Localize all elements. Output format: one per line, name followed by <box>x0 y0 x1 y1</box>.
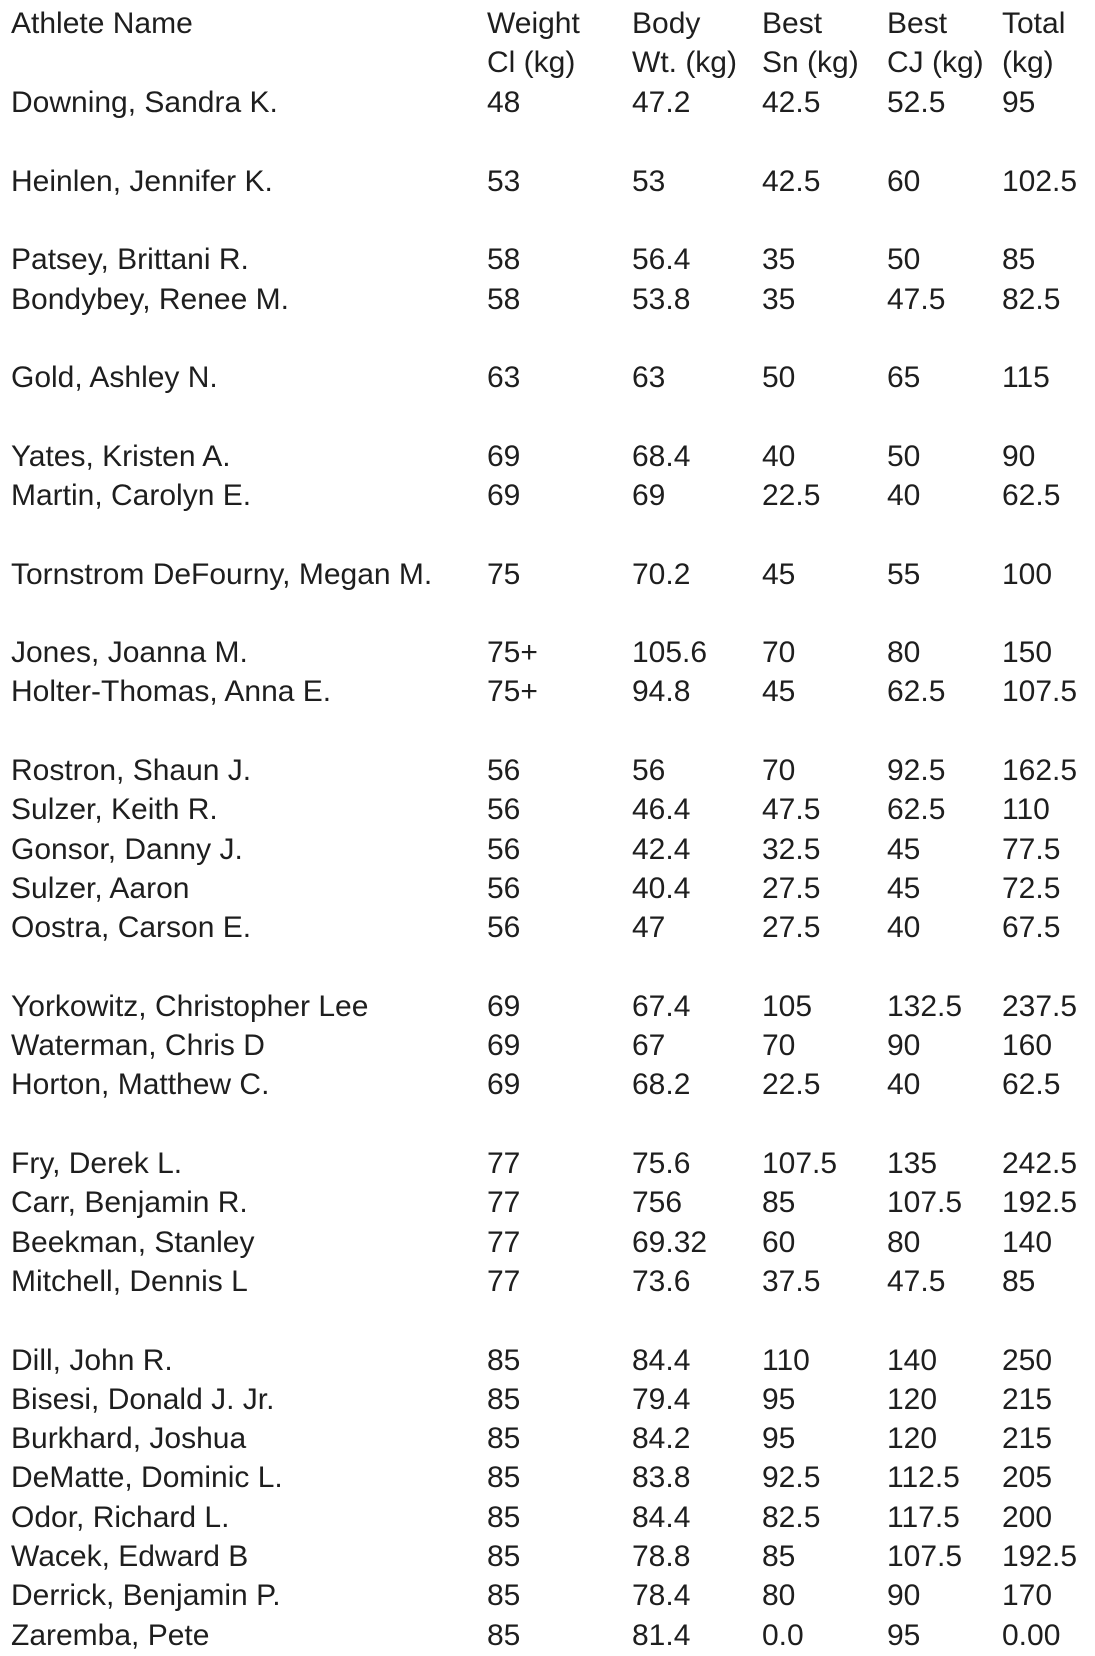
weight-class-cell: 69 <box>487 479 521 512</box>
best-snatch-cell: 80 <box>762 1579 796 1612</box>
athlete-name-cell: Zaremba, Pete <box>11 1619 210 1652</box>
athlete-name-cell: Burkhard, Joshua <box>11 1422 247 1455</box>
weight-class-cell: 56 <box>487 872 521 905</box>
best-clean-jerk-cell: 120 <box>887 1422 938 1455</box>
best-snatch-cell: 35 <box>762 283 796 316</box>
body-weight-cell: 47 <box>632 911 666 944</box>
table-row <box>0 280 1095 320</box>
athlete-name-cell: Beekman, Stanley <box>11 1226 255 1259</box>
body-weight-cell: 78.8 <box>632 1540 691 1573</box>
best-snatch-cell: 35 <box>762 243 796 276</box>
total-cell: 107.5 <box>1002 675 1078 708</box>
weight-class-cell: 69 <box>487 1029 521 1062</box>
weight-class-cell: 48 <box>487 86 521 119</box>
best-clean-jerk-cell: 95 <box>887 1619 921 1652</box>
best-clean-jerk-cell: 62.5 <box>887 675 946 708</box>
body-weight-cell: 81.4 <box>632 1619 691 1652</box>
athlete-name-cell: Waterman, Chris D <box>11 1029 265 1062</box>
table-row <box>0 1026 1095 1066</box>
best-snatch-cell: 70 <box>762 636 796 669</box>
weight-class-cell: 77 <box>487 1226 521 1259</box>
table-row <box>0 633 1095 673</box>
best-snatch-cell: 85 <box>762 1186 796 1219</box>
athlete-name-cell: Bisesi, Donald J. Jr. <box>11 1383 275 1416</box>
best-snatch-cell: 42.5 <box>762 86 821 119</box>
athlete-name-cell: Horton, Matthew C. <box>11 1068 270 1101</box>
best-clean-jerk-cell: 107.5 <box>887 1540 963 1573</box>
weight-class-cell: 58 <box>487 283 521 316</box>
best-snatch-cell: 92.5 <box>762 1461 821 1494</box>
best-clean-jerk-cell: 45 <box>887 833 921 866</box>
body-weight-cell: 73.6 <box>632 1265 691 1298</box>
weight-class-cell: 85 <box>487 1501 521 1534</box>
total-cell: 192.5 <box>1002 1186 1078 1219</box>
header-best-clean-jerk-line2: CJ (kg) <box>887 46 984 79</box>
best-snatch-cell: 42.5 <box>762 165 821 198</box>
best-snatch-cell: 45 <box>762 558 796 591</box>
weight-class-cell: 85 <box>487 1383 521 1416</box>
athlete-name-cell: Downing, Sandra K. <box>11 86 278 119</box>
total-cell: 62.5 <box>1002 1068 1061 1101</box>
total-cell: 140 <box>1002 1226 1053 1259</box>
total-cell: 237.5 <box>1002 990 1078 1023</box>
total-cell: 215 <box>1002 1383 1053 1416</box>
weight-class-cell: 56 <box>487 911 521 944</box>
athlete-name-cell: Sulzer, Aaron <box>11 872 190 905</box>
athlete-name-cell: Patsey, Brittani R. <box>11 243 249 276</box>
athlete-name-cell: Carr, Benjamin R. <box>11 1186 248 1219</box>
body-weight-cell: 83.8 <box>632 1461 691 1494</box>
best-clean-jerk-cell: 62.5 <box>887 793 946 826</box>
table-row <box>0 1380 1095 1420</box>
best-clean-jerk-cell: 140 <box>887 1344 938 1377</box>
athlete-name-cell: Rostron, Shaun J. <box>11 754 252 787</box>
best-snatch-cell: 60 <box>762 1226 796 1259</box>
table-row <box>0 830 1095 870</box>
best-snatch-cell: 82.5 <box>762 1501 821 1534</box>
body-weight-cell: 68.4 <box>632 440 691 473</box>
athlete-name-cell: Wacek, Edward B <box>11 1540 249 1573</box>
best-snatch-cell: 95 <box>762 1422 796 1455</box>
best-clean-jerk-cell: 132.5 <box>887 990 963 1023</box>
total-cell: 90 <box>1002 440 1036 473</box>
weight-class-cell: 75+ <box>487 675 538 708</box>
table-row <box>0 437 1095 477</box>
best-clean-jerk-cell: 112.5 <box>887 1461 960 1494</box>
weight-class-cell: 56 <box>487 754 521 787</box>
best-snatch-cell: 32.5 <box>762 833 821 866</box>
table-row <box>0 476 1095 516</box>
header-best-clean-jerk-line1: Best <box>887 7 948 40</box>
best-snatch-cell: 45 <box>762 675 796 708</box>
total-cell: 242.5 <box>1002 1147 1078 1180</box>
table-row <box>0 672 1095 712</box>
body-weight-cell: 67.4 <box>632 990 691 1023</box>
table-row <box>0 1537 1095 1577</box>
best-clean-jerk-cell: 92.5 <box>887 754 946 787</box>
weight-class-cell: 85 <box>487 1619 521 1652</box>
table-row <box>0 555 1095 595</box>
athlete-name-cell: Gold, Ashley N. <box>11 361 218 394</box>
total-cell: 62.5 <box>1002 479 1061 512</box>
body-weight-cell: 42.4 <box>632 833 691 866</box>
athlete-name-cell: Holter-Thomas, Anna E. <box>11 675 332 708</box>
best-snatch-cell: 22.5 <box>762 479 821 512</box>
weight-class-cell: 69 <box>487 1068 521 1101</box>
body-weight-cell: 84.4 <box>632 1501 691 1534</box>
total-cell: 82.5 <box>1002 283 1061 316</box>
weight-class-cell: 75+ <box>487 636 538 669</box>
best-snatch-cell: 27.5 <box>762 872 821 905</box>
athlete-name-cell: Dill, John R. <box>11 1344 173 1377</box>
best-clean-jerk-cell: 120 <box>887 1383 938 1416</box>
body-weight-cell: 40.4 <box>632 872 691 905</box>
table-row <box>0 83 1095 123</box>
best-clean-jerk-cell: 40 <box>887 911 921 944</box>
header-total-line1: Total <box>1002 7 1066 40</box>
best-snatch-cell: 50 <box>762 361 796 394</box>
table-row <box>0 240 1095 280</box>
athlete-name-cell: Odor, Richard L. <box>11 1501 230 1534</box>
total-cell: 150 <box>1002 636 1053 669</box>
total-cell: 77.5 <box>1002 833 1061 866</box>
athlete-name-cell: Fry, Derek L. <box>11 1147 183 1180</box>
body-weight-cell: 69 <box>632 479 666 512</box>
total-cell: 160 <box>1002 1029 1053 1062</box>
best-clean-jerk-cell: 80 <box>887 636 921 669</box>
total-cell: 192.5 <box>1002 1540 1078 1573</box>
table-row <box>0 1419 1095 1459</box>
best-snatch-cell: 105 <box>762 990 813 1023</box>
body-weight-cell: 94.8 <box>632 675 691 708</box>
header-weight-class-line1: Weight <box>487 7 580 40</box>
best-clean-jerk-cell: 117.5 <box>887 1501 960 1534</box>
table-row <box>0 1616 1095 1656</box>
weight-class-cell: 85 <box>487 1422 521 1455</box>
weight-class-cell: 77 <box>487 1186 521 1219</box>
body-weight-cell: 84.2 <box>632 1422 691 1455</box>
table-row <box>0 987 1095 1027</box>
total-cell: 170 <box>1002 1579 1053 1612</box>
table-row <box>0 751 1095 791</box>
total-cell: 72.5 <box>1002 872 1061 905</box>
athlete-name-cell: Tornstrom DeFourny, Megan M. <box>11 558 433 591</box>
body-weight-cell: 53.8 <box>632 283 691 316</box>
table-row <box>0 1341 1095 1381</box>
best-snatch-cell: 47.5 <box>762 793 821 826</box>
header-body-weight-line2: Wt. (kg) <box>632 46 737 79</box>
weight-class-cell: 56 <box>487 793 521 826</box>
total-cell: 100 <box>1002 558 1053 591</box>
body-weight-cell: 79.4 <box>632 1383 691 1416</box>
table-row <box>0 1144 1095 1184</box>
body-weight-cell: 56 <box>632 754 666 787</box>
weight-class-cell: 63 <box>487 361 521 394</box>
best-snatch-cell: 110 <box>762 1344 810 1377</box>
best-snatch-cell: 37.5 <box>762 1265 821 1298</box>
weight-class-cell: 85 <box>487 1461 521 1494</box>
total-cell: 250 <box>1002 1344 1053 1377</box>
body-weight-cell: 105.6 <box>632 636 708 669</box>
best-clean-jerk-cell: 40 <box>887 479 921 512</box>
table-row <box>0 1183 1095 1223</box>
total-cell: 205 <box>1002 1461 1053 1494</box>
best-clean-jerk-cell: 90 <box>887 1029 921 1062</box>
total-cell: 200 <box>1002 1501 1053 1534</box>
best-snatch-cell: 70 <box>762 754 796 787</box>
weight-class-cell: 85 <box>487 1344 521 1377</box>
body-weight-cell: 67 <box>632 1029 666 1062</box>
best-clean-jerk-cell: 47.5 <box>887 1265 946 1298</box>
weight-class-cell: 69 <box>487 440 521 473</box>
table-row <box>0 1223 1095 1263</box>
table-row <box>0 1065 1095 1105</box>
total-cell: 110 <box>1002 793 1050 826</box>
body-weight-cell: 70.2 <box>632 558 691 591</box>
athlete-name-cell: Yates, Kristen A. <box>11 440 231 473</box>
body-weight-cell: 63 <box>632 361 666 394</box>
body-weight-cell: 46.4 <box>632 793 691 826</box>
body-weight-cell: 47.2 <box>632 86 691 119</box>
body-weight-cell: 56.4 <box>632 243 691 276</box>
best-snatch-cell: 70 <box>762 1029 796 1062</box>
table-row <box>0 1576 1095 1616</box>
athlete-name-cell: Martin, Carolyn E. <box>11 479 252 512</box>
total-cell: 85 <box>1002 1265 1036 1298</box>
weight-class-cell: 77 <box>487 1147 521 1180</box>
total-cell: 0.00 <box>1002 1619 1061 1652</box>
best-clean-jerk-cell: 47.5 <box>887 283 946 316</box>
best-snatch-cell: 85 <box>762 1540 796 1573</box>
header-best-snatch-line1: Best <box>762 7 823 40</box>
best-clean-jerk-cell: 52.5 <box>887 86 946 119</box>
body-weight-cell: 53 <box>632 165 666 198</box>
total-cell: 67.5 <box>1002 911 1061 944</box>
total-cell: 215 <box>1002 1422 1053 1455</box>
best-snatch-cell: 0.0 <box>762 1619 804 1652</box>
header-total-line2: (kg) <box>1002 46 1054 79</box>
best-clean-jerk-cell: 80 <box>887 1226 921 1259</box>
athlete-name-cell: Heinlen, Jennifer K. <box>11 165 273 198</box>
weight-class-cell: 56 <box>487 833 521 866</box>
best-clean-jerk-cell: 50 <box>887 440 921 473</box>
weight-class-cell: 69 <box>487 990 521 1023</box>
total-cell: 115 <box>1002 361 1050 394</box>
weight-class-cell: 77 <box>487 1265 521 1298</box>
weight-class-cell: 75 <box>487 558 521 591</box>
athlete-name-cell: Oostra, Carson E. <box>11 911 252 944</box>
total-cell: 102.5 <box>1002 165 1078 198</box>
best-clean-jerk-cell: 135 <box>887 1147 938 1180</box>
best-clean-jerk-cell: 107.5 <box>887 1186 963 1219</box>
best-clean-jerk-cell: 50 <box>887 243 921 276</box>
table-row <box>0 1498 1095 1538</box>
body-weight-cell: 78.4 <box>632 1579 691 1612</box>
athlete-name-cell: Jones, Joanna M. <box>11 636 248 669</box>
body-weight-cell: 84.4 <box>632 1344 691 1377</box>
table-row <box>0 1262 1095 1302</box>
table-row <box>0 1458 1095 1498</box>
body-weight-cell: 75.6 <box>632 1147 691 1180</box>
header-weight-class-line2: Cl (kg) <box>487 46 576 79</box>
athlete-name-cell: Bondybey, Renee M. <box>11 283 289 316</box>
athlete-name-cell: Mitchell, Dennis L <box>11 1265 248 1298</box>
best-snatch-cell: 95 <box>762 1383 796 1416</box>
body-weight-cell: 756 <box>632 1186 683 1219</box>
table-row <box>0 869 1095 909</box>
body-weight-cell: 69.32 <box>632 1226 708 1259</box>
best-snatch-cell: 22.5 <box>762 1068 821 1101</box>
best-clean-jerk-cell: 60 <box>887 165 921 198</box>
weight-class-cell: 85 <box>487 1540 521 1573</box>
athlete-name-cell: Gonsor, Danny J. <box>11 833 243 866</box>
table-row <box>0 908 1095 948</box>
best-clean-jerk-cell: 45 <box>887 872 921 905</box>
header-best-snatch-line2: Sn (kg) <box>762 46 859 79</box>
athlete-name-cell: Yorkowitz, Christopher Lee <box>11 990 369 1023</box>
weight-class-cell: 53 <box>487 165 521 198</box>
table-row <box>0 162 1095 202</box>
header-athlete-name: Athlete Name <box>11 7 193 40</box>
best-clean-jerk-cell: 90 <box>887 1579 921 1612</box>
athlete-name-cell: DeMatte, Dominic L. <box>11 1461 283 1494</box>
header-body-weight-line1: Body <box>632 7 701 40</box>
weight-class-cell: 85 <box>487 1579 521 1612</box>
best-snatch-cell: 40 <box>762 440 796 473</box>
table-row <box>0 790 1095 830</box>
best-snatch-cell: 27.5 <box>762 911 821 944</box>
body-weight-cell: 68.2 <box>632 1068 691 1101</box>
total-cell: 85 <box>1002 243 1036 276</box>
best-clean-jerk-cell: 65 <box>887 361 921 394</box>
athlete-name-cell: Sulzer, Keith R. <box>11 793 218 826</box>
best-snatch-cell: 107.5 <box>762 1147 838 1180</box>
athlete-name-cell: Derrick, Benjamin P. <box>11 1579 281 1612</box>
total-cell: 95 <box>1002 86 1036 119</box>
best-clean-jerk-cell: 55 <box>887 558 921 591</box>
total-cell: 162.5 <box>1002 754 1078 787</box>
best-clean-jerk-cell: 40 <box>887 1068 921 1101</box>
weight-class-cell: 58 <box>487 243 521 276</box>
table-row <box>0 358 1095 398</box>
